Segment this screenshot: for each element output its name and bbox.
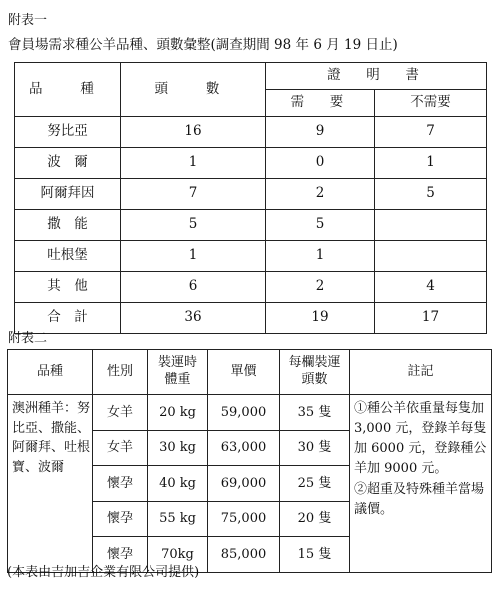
table-row <box>8 395 492 431</box>
price-cell: 59,000 <box>208 395 280 431</box>
table-row <box>15 179 487 210</box>
per-pen-cell: 35 隻 <box>280 395 350 431</box>
table1-label: 附表一 <box>8 13 48 28</box>
count-cell: 36 <box>121 303 266 334</box>
note-2: ②超重及特殊種羊當場議價。 <box>354 481 485 517</box>
need-cell: 5 <box>266 210 375 241</box>
goat-demand-table <box>14 62 487 334</box>
header-breed: 品 種 <box>15 63 121 117</box>
sex-cell: 女羊 <box>93 395 148 431</box>
breed-cell: 其 他 <box>15 272 121 303</box>
count-cell: 5 <box>121 210 266 241</box>
per-pen-cell: 20 隻 <box>280 501 350 537</box>
sex-cell: 懷孕 <box>93 501 148 537</box>
price-cell: 85,000 <box>208 537 280 573</box>
table-row <box>15 148 487 179</box>
no-need-cell: 7 <box>375 117 487 148</box>
per-pen-cell: 30 隻 <box>280 430 350 466</box>
table-row <box>15 241 487 272</box>
header-certificate: 證 明 書 <box>266 63 487 90</box>
table2-header-row <box>8 350 492 395</box>
table1-header-row <box>15 63 487 90</box>
breed-cell: 努比亞 <box>15 117 121 148</box>
need-cell: 0 <box>266 148 375 179</box>
breed-cell: 撒 能 <box>15 210 121 241</box>
breed-cell: 吐根堡 <box>15 241 121 272</box>
count-cell: 1 <box>121 148 266 179</box>
count-cell: 16 <box>121 117 266 148</box>
table-row <box>15 210 487 241</box>
no-need-cell: 4 <box>375 272 487 303</box>
no-need-cell <box>375 241 487 272</box>
table-row <box>15 117 487 148</box>
count-cell: 1 <box>121 241 266 272</box>
per-pen-cell: 25 隻 <box>280 466 350 502</box>
table1-title: 會員場需求種公羊品種、頭數彙整(調查期間 98 年 6 月 19 日止) <box>8 37 398 53</box>
price-cell: 63,000 <box>208 430 280 466</box>
weight-cell: 70kg <box>148 537 208 573</box>
sex-cell: 懷孕 <box>93 537 148 573</box>
header-sex: 性別 <box>93 350 148 395</box>
header-breed: 品種 <box>8 350 93 395</box>
note-1: ①種公羊依重量每隻加 3,000 元，登錄羊每隻加 6000 元，登錄種公羊加 9000 元。 <box>354 401 487 477</box>
header-no-need: 不需要 <box>375 90 487 117</box>
table-row <box>15 272 487 303</box>
breed-cell: 合 計 <box>15 303 121 334</box>
source-footnote: (本表由吉加吉企業有限公司提供) <box>7 565 200 580</box>
notes-cell <box>350 395 492 573</box>
price-cell: 75,000 <box>208 501 280 537</box>
breed-list-cell: 澳洲種羊：努比亞、撒能、阿爾拜、吐根寶、波爾 <box>8 395 93 573</box>
sex-cell: 女羊 <box>93 430 148 466</box>
breed-cell: 阿爾拜因 <box>15 179 121 210</box>
need-cell: 9 <box>266 117 375 148</box>
breed-cell: 波 爾 <box>15 148 121 179</box>
header-per-pen: 每欄裝運頭數 <box>280 350 350 395</box>
goat-price-table <box>7 349 492 573</box>
header-notes: 註記 <box>350 350 492 395</box>
no-need-cell: 1 <box>375 148 487 179</box>
no-need-cell <box>375 210 487 241</box>
need-cell: 2 <box>266 272 375 303</box>
sex-cell: 懷孕 <box>93 466 148 502</box>
no-need-cell: 17 <box>375 303 487 334</box>
count-cell: 6 <box>121 272 266 303</box>
no-need-cell: 5 <box>375 179 487 210</box>
header-count: 頭 數 <box>121 63 266 117</box>
price-cell: 69,000 <box>208 466 280 502</box>
weight-cell: 20 kg <box>148 395 208 431</box>
count-cell: 7 <box>121 179 266 210</box>
per-pen-cell: 15 隻 <box>280 537 350 573</box>
table2-label: 附表二 <box>8 331 48 346</box>
header-weight: 裝運時體重 <box>148 350 208 395</box>
total-row <box>15 303 487 334</box>
weight-cell: 30 kg <box>148 430 208 466</box>
weight-cell: 40 kg <box>148 466 208 502</box>
weight-cell: 55 kg <box>148 501 208 537</box>
need-cell: 2 <box>266 179 375 210</box>
header-price: 單價 <box>208 350 280 395</box>
header-need: 需 要 <box>266 90 375 117</box>
need-cell: 1 <box>266 241 375 272</box>
need-cell: 19 <box>266 303 375 334</box>
